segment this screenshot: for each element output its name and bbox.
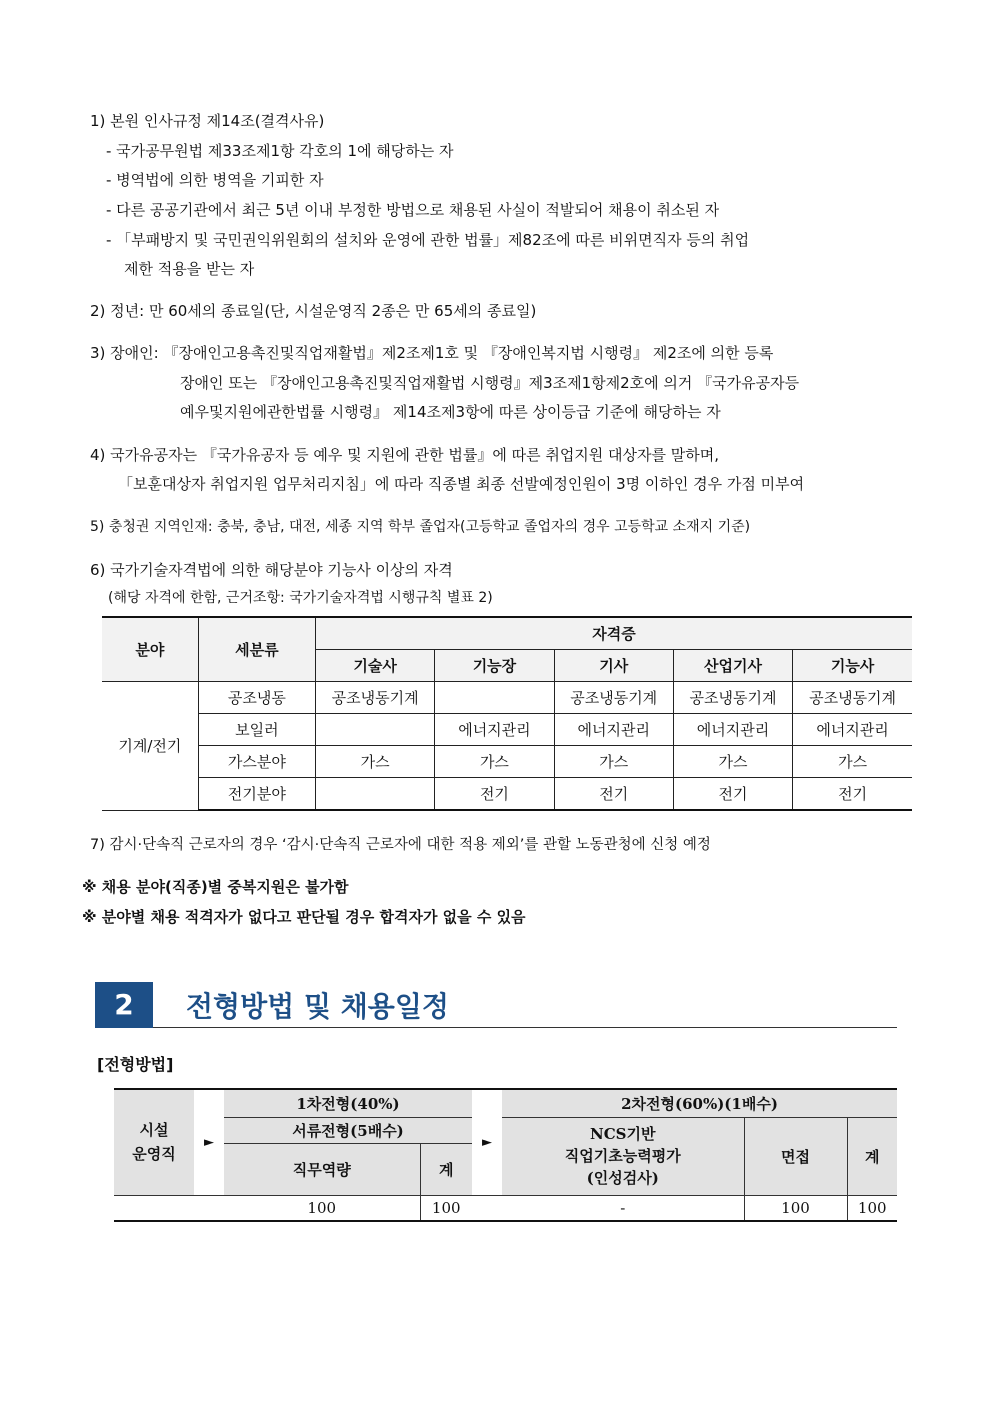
interview-header: 면접 — [744, 1117, 847, 1195]
header-cert-type: 산업기사 — [673, 650, 792, 682]
table-cell: 가스 — [673, 746, 792, 778]
table-cell: 전기 — [554, 778, 673, 811]
ncs-line1: NCS기반 — [590, 1125, 656, 1143]
table-cell: 에너지관리 — [793, 714, 912, 746]
qualification-table — [102, 616, 912, 811]
arrow-icon: ► — [194, 1089, 224, 1195]
table-cell: 전기 — [435, 778, 554, 811]
header-cert-type: 기능사 — [793, 650, 912, 682]
ncs-assessment — [502, 1117, 744, 1195]
item-1-c: - 다른 공공기관에서 최근 5년 이내 부정한 방법으로 채용된 사실이 적발되어 채용이 취소된 자 — [106, 201, 720, 219]
table-row — [102, 746, 912, 778]
item-1-b: - 병역법에 의한 병역을 기피한 자 — [106, 171, 324, 189]
note-2: ※ 분야별 채용 적격자가 없다고 판단될 경우 합격자가 없을 수 있음 — [82, 908, 526, 926]
subcategory-cell: 가스분야 — [198, 746, 315, 778]
item-4-a: 4) 국가유공자는 『국가유공자 등 예우 및 지원에 관한 법률』에 따른 취업지원 대상자를 말하며, — [90, 446, 720, 464]
field-cell: 기계/전기 — [102, 682, 198, 811]
item-3-a: 3) 장애인: 『장애인고용촉진및직업재활법』제2조제1호 및 『장애인복지법 시행령』 제2조에 의한 등록 — [90, 344, 774, 362]
table-cell: 공조냉동기계 — [316, 682, 435, 714]
header-cert-type: 기능장 — [435, 650, 554, 682]
table-row — [102, 778, 912, 811]
header-field: 분야 — [102, 617, 198, 682]
item-4-b: 「보훈대상자 취업지원 업무처리지침」에 따라 직종별 최종 선발예정인원이 3명 이하인 경우 가점 미부여 — [118, 475, 805, 493]
ncs-line3: (인성검사) — [586, 1169, 659, 1187]
table-cell — [435, 682, 554, 714]
item-7: 7) 감시·단속직 근로자의 경우 ‘감시·단속직 근로자에 대한 적용 제외’를 관할 노동관청에 신청 예정 — [90, 837, 711, 853]
ncs-line2: 직업기초능력평가 — [564, 1147, 681, 1165]
header-certificate: 자격증 — [316, 617, 912, 650]
table-cell: 가스 — [793, 746, 912, 778]
table-cell: 에너지관리 — [554, 714, 673, 746]
selection-table — [114, 1088, 897, 1222]
stage1-header: 1차전형(40%) — [224, 1089, 472, 1117]
total1-score: 100 — [420, 1195, 472, 1221]
subsection-heading: [전형방법] — [97, 1055, 174, 1074]
item-2: 2) 정년: 만 60세의 종료일(단, 시설운영직 2종은 만 65세의 종료일) — [90, 302, 537, 320]
stage2-header: 2차전형(60%)(1배수) — [502, 1089, 897, 1117]
note-1: ※ 채용 분야(직종)별 중복지원은 불가함 — [82, 878, 349, 896]
table-cell: 공조냉동기계 — [793, 682, 912, 714]
section-number: 2 — [95, 982, 153, 1028]
total2-header: 계 — [847, 1117, 897, 1195]
item-6-a: 6) 국가기술자격법에 의한 해당분야 기능사 이상의 자격 — [90, 561, 453, 579]
item-5: 5) 충청권 지역인재: 충북, 충남, 대전, 세종 지역 학부 졸업자(고등학교 졸업자의 경우 고등학교 소재지 기준) — [90, 519, 751, 535]
subcategory-cell: 보일러 — [198, 714, 315, 746]
competency-header: 직무역량 — [224, 1143, 420, 1195]
item-3-b: 장애인 또는 『장애인고용촉진및직업재활법 시행령』제3조제1항제2호에 의거 『국가유공자등 — [180, 374, 800, 392]
item-6-b: (해당 자격에 한함, 근거조항: 국가기술자격법 시행규칙 별표 2) — [108, 590, 493, 606]
item-1-title: 1) 본원 인사규정 제14조(결격사유) — [90, 112, 325, 130]
document-screening: 서류전형(5배수) — [224, 1117, 472, 1143]
table-cell: 공조냉동기계 — [673, 682, 792, 714]
table-row — [102, 682, 912, 714]
job-category-line2: 운영직 — [132, 1145, 176, 1164]
table-cell: 가스 — [435, 746, 554, 778]
table-cell: 에너지관리 — [435, 714, 554, 746]
table-row — [102, 714, 912, 746]
item-1-d-cont: 제한 적용을 받는 자 — [124, 260, 255, 278]
job-category-line1: 시설 — [139, 1121, 169, 1140]
interview-score: 100 — [744, 1195, 847, 1221]
table-cell: 가스 — [554, 746, 673, 778]
total2-score: 100 — [847, 1195, 897, 1221]
item-3-c: 예우및지원에관한법률 시행령』 제14조제3항에 따른 상이등급 기준에 해당하는 자 — [180, 403, 721, 421]
table-cell: 전기 — [673, 778, 792, 811]
item-1-d: - 「부패방지 및 국민권익위원회의 설치와 운영에 관한 법률」제82조에 따른 비위면직자 등의 취업 — [106, 231, 750, 249]
table-cell: 가스 — [316, 746, 435, 778]
subcategory-cell: 전기분야 — [198, 778, 315, 811]
subcategory-cell: 공조냉동 — [198, 682, 315, 714]
job-category — [114, 1089, 194, 1195]
total1-header: 계 — [420, 1143, 472, 1195]
header-cert-type: 기술사 — [316, 650, 435, 682]
arrow-icon: ► — [472, 1089, 502, 1195]
competency-score: 100 — [224, 1195, 420, 1221]
header-cert-type: 기사 — [554, 650, 673, 682]
table-cell — [316, 714, 435, 746]
item-1-a: - 국가공무원법 제33조제1항 각호의 1에 해당하는 자 — [106, 142, 454, 160]
ncs-score: - — [502, 1195, 744, 1221]
table-cell: 전기 — [793, 778, 912, 811]
table-cell: 에너지관리 — [673, 714, 792, 746]
section-title: 전형방법 및 채용일정 — [186, 990, 449, 1023]
table-cell: 공조냉동기계 — [554, 682, 673, 714]
section-divider — [153, 1027, 897, 1028]
table-cell — [316, 778, 435, 811]
header-subcategory: 세분류 — [198, 617, 315, 682]
